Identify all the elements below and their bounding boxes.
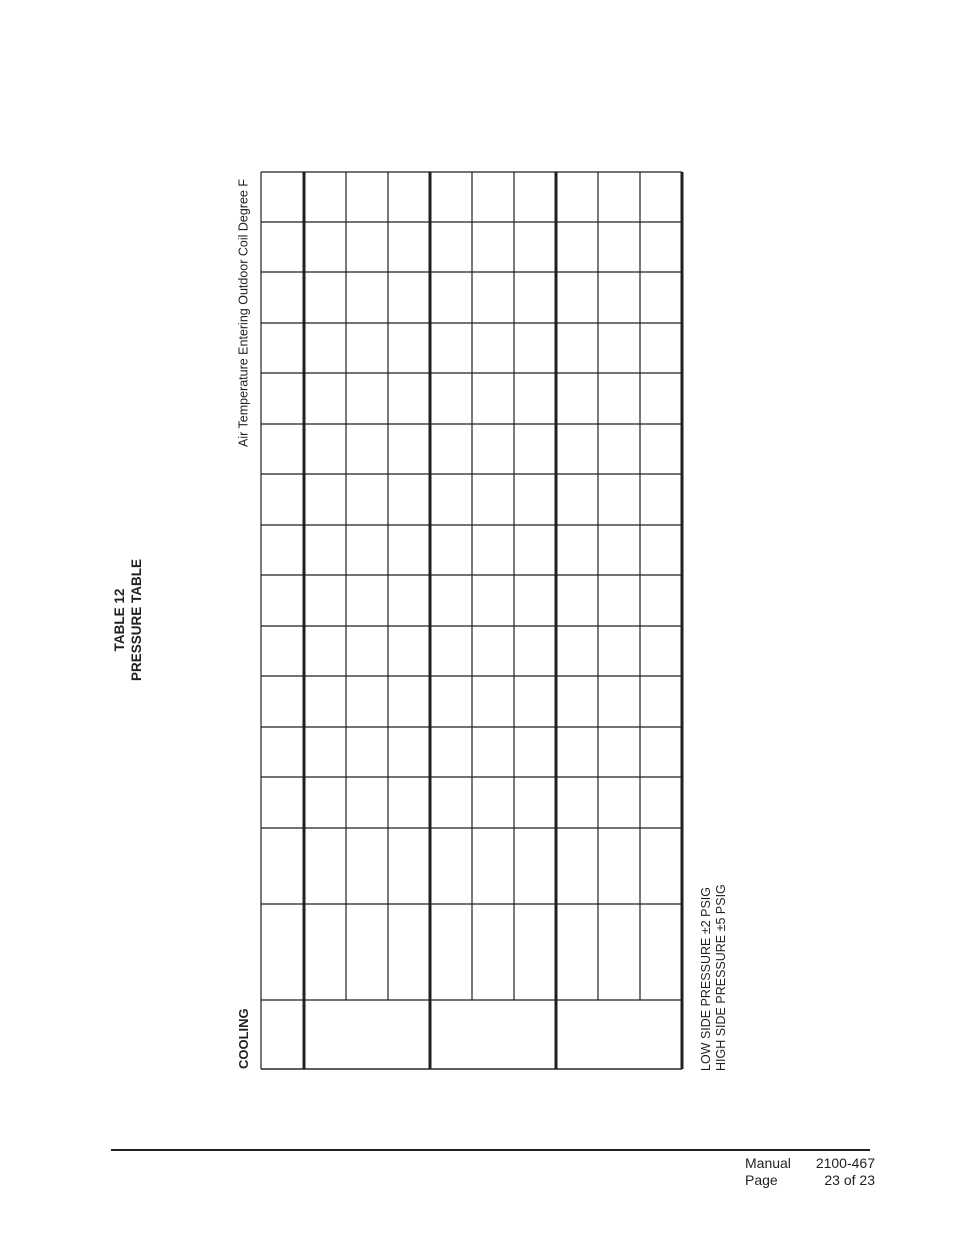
manual-number: 2100-467 xyxy=(815,1155,875,1171)
footer-page-row xyxy=(745,1172,875,1189)
manual-label: Manual xyxy=(745,1155,791,1171)
low-side-pressure-note: LOW SIDE PRESSURE ±2 PSIG xyxy=(699,887,713,1071)
table-name: PRESSURE TABLE xyxy=(129,559,144,682)
page-label: Page xyxy=(745,1172,778,1188)
tolerance-notes xyxy=(699,871,729,1071)
table-number: TABLE 12 xyxy=(112,588,127,652)
page-footer xyxy=(745,1155,875,1189)
footer-rule xyxy=(111,1149,870,1151)
cooling-mode-label: COOLING xyxy=(236,1008,251,1069)
page-number: 23 of 23 xyxy=(824,1172,875,1188)
air-temperature-axis-label: Air Temperature Entering Outdoor Coil Degree F xyxy=(236,179,251,447)
footer-manual-row xyxy=(745,1155,875,1172)
high-side-pressure-note: HIGH SIDE PRESSURE ±5 PSIG xyxy=(714,884,728,1071)
